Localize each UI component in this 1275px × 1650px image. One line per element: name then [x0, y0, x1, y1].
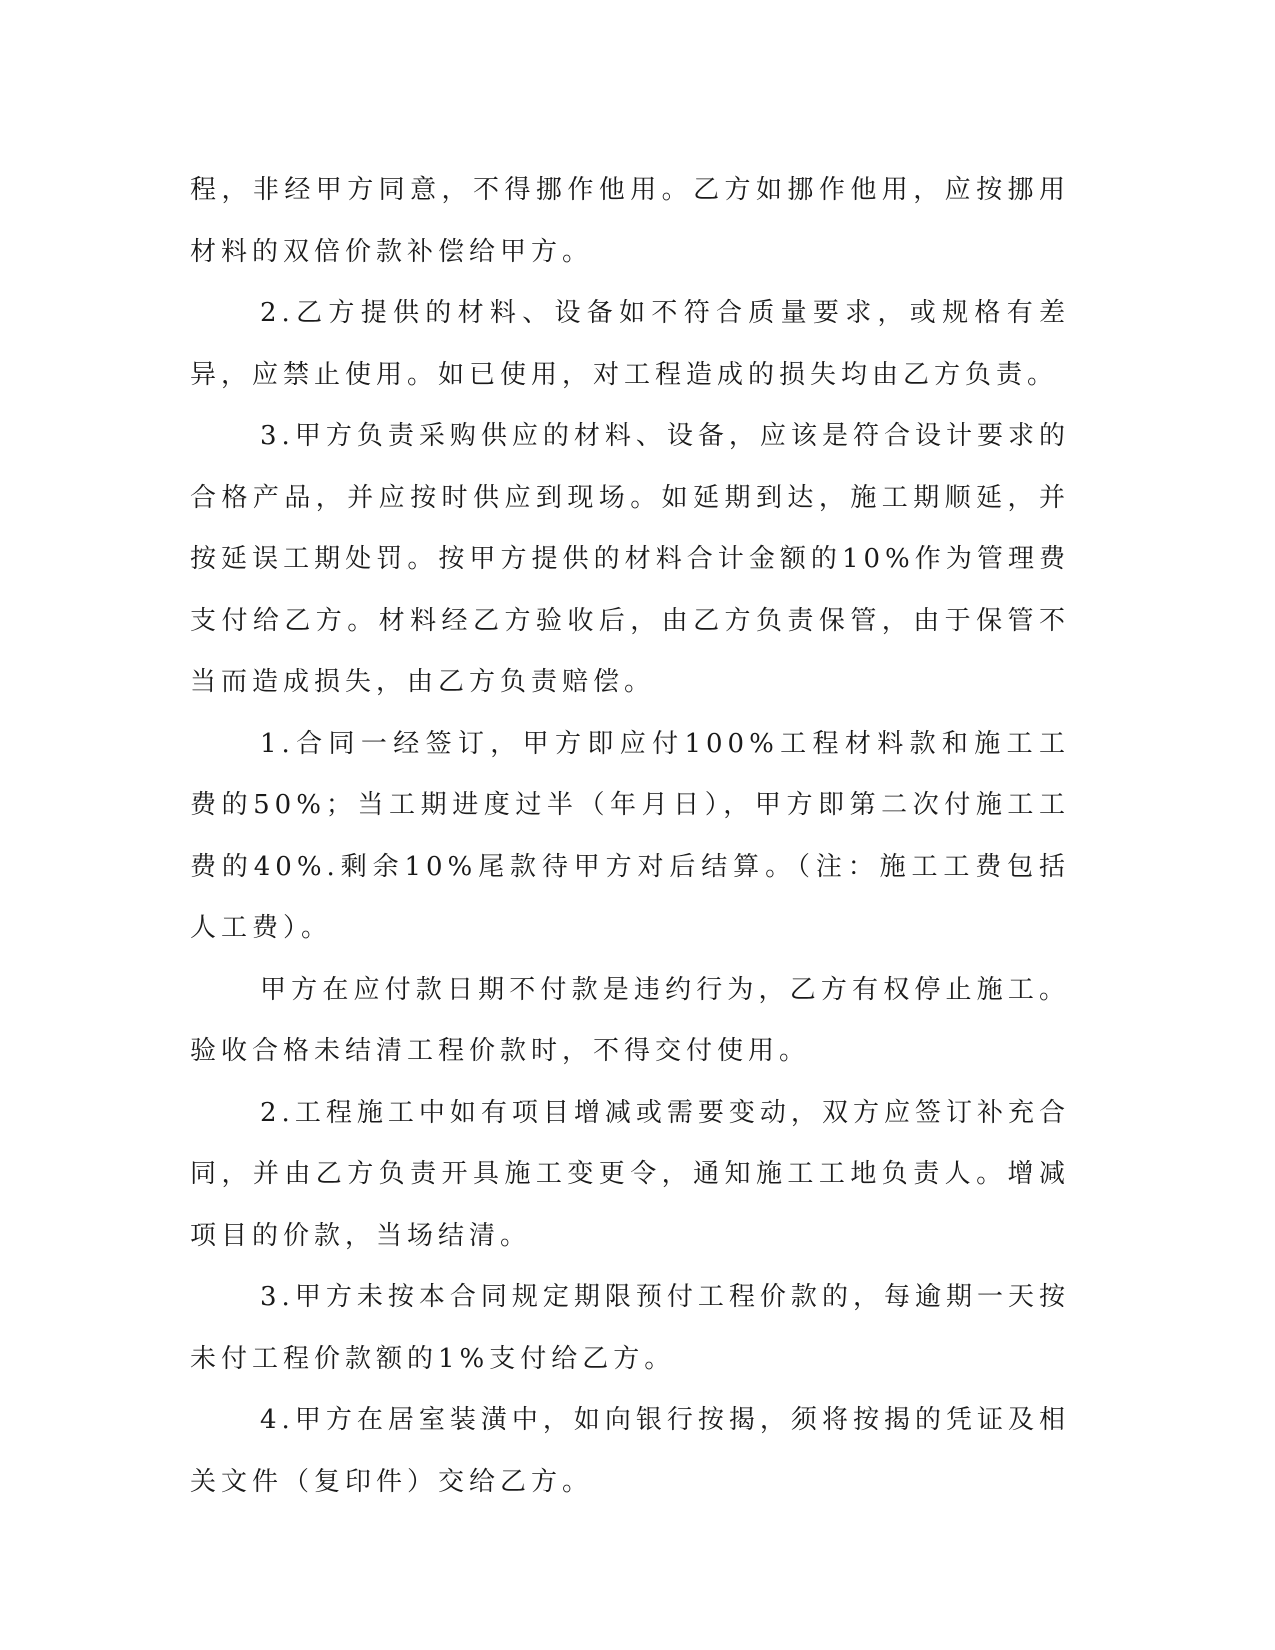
paragraph-clause-2-supplier-quality: 2.乙方提供的材料、设备如不符合质量要求，或规格有差异，应禁止使用。如已使用，对工程造成的损失均由乙方负责。 — [190, 298, 1070, 390]
paragraph-clause-4-mortgage: 4.甲方在居室装潢中，如向银行按揭，须将按揭的凭证及相关文件（复印件）交给乙方。 — [190, 1405, 1070, 1497]
document-body — [190, 160, 1070, 1513]
paragraph-clause-3-overdue-penalty: 3.甲方未按本合同规定期限预付工程价款的，每逾期一天按未付工程价款额的1%支付给乙方。 — [190, 1282, 1070, 1374]
paragraph-clause-3-buyer-supply: 3.甲方负责采购供应的材料、设备，应该是符合设计要求的合格产品，并应按时供应到现场。如延期到达，施工期顺延，并按延误工期处罚。按甲方提供的材料合计金额的10%作为管理费支付给乙方。材料经乙方验收后，由乙方负责保管，由于保管不当而造成损失，由乙方负责赔偿。 — [190, 421, 1070, 697]
paragraph-material-misuse: 程，非经甲方同意，不得挪作他用。乙方如挪作他用，应按挪用材料的双倍价款补偿给甲方。 — [190, 175, 1070, 267]
paragraph-late-payment-breach: 甲方在应付款日期不付款是违约行为，乙方有权停止施工。验收合格未结清工程价款时，不得交付使用。 — [190, 974, 1070, 1066]
paragraph-clause-1-payment: 1.合同一经签订，甲方即应付100%工程材料款和施工工费的50%；当工期进度过半（年月日），甲方即第二次付施工工费的40%.剩余10%尾款待甲方对后结算。（注：施工工费包括人工费）。 — [190, 728, 1070, 943]
paragraph-clause-2-changes: 2.工程施工中如有项目增减或需要变动，双方应签订补充合同，并由乙方负责开具施工变更令，通知施工工地负责人。增减项目的价款，当场结清。 — [190, 1097, 1070, 1251]
